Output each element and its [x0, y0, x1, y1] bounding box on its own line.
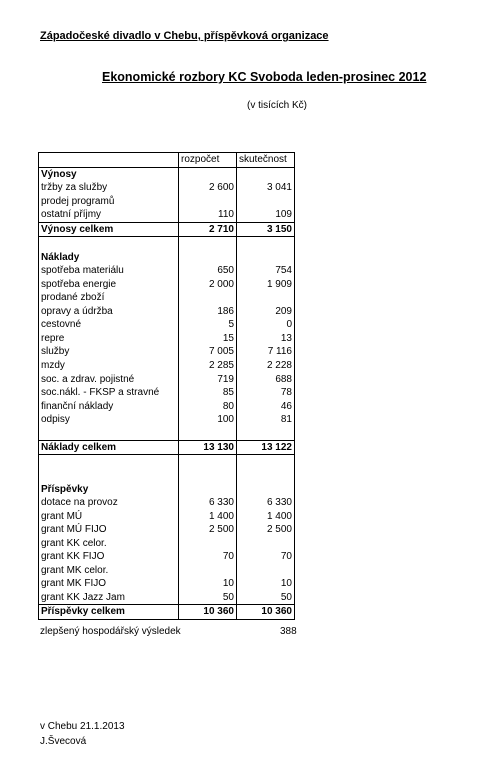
row-actual: [237, 291, 295, 305]
table-row: [39, 605, 295, 620]
row-label: [39, 237, 179, 251]
row-label: opravy a údržba: [39, 305, 179, 319]
table-row: [39, 496, 295, 510]
row-label: mzdy: [39, 359, 179, 373]
table-row: [39, 278, 295, 292]
table-row: [39, 509, 295, 523]
row-budget: 10: [179, 577, 237, 591]
row-actual: 50: [237, 591, 295, 605]
row-budget: 13 130: [179, 440, 237, 455]
row-budget: 650: [179, 264, 237, 278]
table-row: [39, 332, 295, 346]
row-budget: [179, 167, 237, 181]
row-label: Náklady celkem: [39, 440, 179, 455]
row-label: grant MÚ: [39, 509, 179, 523]
table-row: [39, 591, 295, 605]
table-row: [39, 550, 295, 564]
header-actual: skutečnost: [237, 153, 295, 168]
row-label: grant MK FIJO: [39, 577, 179, 591]
row-budget: 7 005: [179, 345, 237, 359]
row-actual: 2 500: [237, 523, 295, 537]
table-row: [39, 181, 295, 195]
table-row: [39, 399, 295, 413]
row-actual: 1 909: [237, 278, 295, 292]
table-row: [39, 426, 295, 440]
units-note: (v tisících Kč): [247, 100, 308, 111]
row-budget: [179, 291, 237, 305]
row-actual: [237, 469, 295, 483]
row-label: služby: [39, 345, 179, 359]
table-row: [39, 413, 295, 427]
row-actual: 13: [237, 332, 295, 346]
row-label: grant MÚ FIJO: [39, 523, 179, 537]
row-label: cestovné: [39, 318, 179, 332]
result-label: zlepšený hospodářský výsledek: [40, 626, 181, 637]
table-row: [39, 222, 295, 237]
row-budget: [179, 469, 237, 483]
row-label: repre: [39, 332, 179, 346]
row-label: [39, 426, 179, 440]
row-actual: [237, 237, 295, 251]
table-row: [39, 208, 295, 222]
table-row: [39, 523, 295, 537]
row-budget: [179, 195, 237, 209]
row-label: Náklady: [39, 251, 179, 265]
row-actual: 6 330: [237, 496, 295, 510]
table-row: [39, 440, 295, 455]
row-budget: 70: [179, 550, 237, 564]
row-actual: 109: [237, 208, 295, 222]
row-label: prodej programů: [39, 195, 179, 209]
table-row: [39, 251, 295, 265]
row-actual: 2 228: [237, 359, 295, 373]
author-name: J.Švecová: [40, 736, 87, 747]
row-budget: 2 710: [179, 222, 237, 237]
row-actual: 0: [237, 318, 295, 332]
row-label: soc. a zdrav. pojistné: [39, 372, 179, 386]
row-actual: 209: [237, 305, 295, 319]
table-row: [39, 195, 295, 209]
row-label: prodané zboží: [39, 291, 179, 305]
row-actual: [237, 195, 295, 209]
row-label: finanční náklady: [39, 399, 179, 413]
row-label: grant KK celor.: [39, 536, 179, 550]
place-date: v Chebu 21.1.2013: [40, 721, 125, 732]
row-actual: 688: [237, 372, 295, 386]
table-row: [39, 167, 295, 181]
table-row: [39, 469, 295, 483]
row-budget: 5: [179, 318, 237, 332]
row-actual: [237, 426, 295, 440]
row-actual: 78: [237, 386, 295, 400]
row-budget: [179, 237, 237, 251]
header-budget: rozpočet: [179, 153, 237, 168]
row-actual: [237, 167, 295, 181]
row-label: soc.nákl. - FKSP a stravné: [39, 386, 179, 400]
table-row: [39, 264, 295, 278]
table-row: [39, 237, 295, 251]
row-actual: 3 150: [237, 222, 295, 237]
row-actual: 10 360: [237, 605, 295, 620]
row-label: [39, 455, 179, 469]
row-actual: [237, 455, 295, 469]
row-budget: 85: [179, 386, 237, 400]
row-label: Příspěvky: [39, 482, 179, 496]
row-budget: [179, 426, 237, 440]
header-label: [39, 153, 179, 168]
row-actual: 754: [237, 264, 295, 278]
row-budget: 6 330: [179, 496, 237, 510]
row-label: Výnosy: [39, 167, 179, 181]
document-title: Ekonomické rozbory KC Svoboda leden-prosinec 2012: [102, 70, 427, 84]
row-actual: 70: [237, 550, 295, 564]
row-label: dotace na provoz: [39, 496, 179, 510]
row-budget: [179, 536, 237, 550]
row-label: Výnosy celkem: [39, 222, 179, 237]
row-budget: [179, 455, 237, 469]
table-row: [39, 482, 295, 496]
row-budget: 2 000: [179, 278, 237, 292]
table-row: [39, 345, 295, 359]
row-budget: 100: [179, 413, 237, 427]
row-actual: 1 400: [237, 509, 295, 523]
table-row: [39, 291, 295, 305]
row-budget: 2 285: [179, 359, 237, 373]
row-budget: 186: [179, 305, 237, 319]
row-budget: 15: [179, 332, 237, 346]
table-row: [39, 455, 295, 469]
row-budget: [179, 563, 237, 577]
row-budget: 1 400: [179, 509, 237, 523]
table-row: [39, 305, 295, 319]
row-budget: 110: [179, 208, 237, 222]
row-budget: 80: [179, 399, 237, 413]
row-budget: 2 500: [179, 523, 237, 537]
row-budget: 2 600: [179, 181, 237, 195]
row-actual: 7 116: [237, 345, 295, 359]
organization-name: Západočeské divadlo v Chebu, příspěvková organizace: [40, 30, 329, 42]
row-label: ostatní příjmy: [39, 208, 179, 222]
row-label: spotřeba energie: [39, 278, 179, 292]
row-actual: [237, 482, 295, 496]
row-actual: 81: [237, 413, 295, 427]
row-label: [39, 469, 179, 483]
table-row: [39, 372, 295, 386]
table-row: [39, 318, 295, 332]
row-actual: 13 122: [237, 440, 295, 455]
table-row: [39, 386, 295, 400]
row-budget: 50: [179, 591, 237, 605]
row-label: grant KK FIJO: [39, 550, 179, 564]
budget-table: [38, 152, 295, 620]
row-budget: 719: [179, 372, 237, 386]
row-label: odpisy: [39, 413, 179, 427]
row-budget: 10 360: [179, 605, 237, 620]
row-label: grant MK celor.: [39, 563, 179, 577]
row-label: tržby za služby: [39, 181, 179, 195]
table-row: [39, 563, 295, 577]
row-actual: [237, 536, 295, 550]
row-actual: [237, 563, 295, 577]
row-budget: [179, 251, 237, 265]
row-actual: 3 041: [237, 181, 295, 195]
row-actual: 10: [237, 577, 295, 591]
row-actual: [237, 251, 295, 265]
table-row: [39, 536, 295, 550]
row-label: grant KK Jazz Jam: [39, 591, 179, 605]
table-row: [39, 359, 295, 373]
table-header-row: [39, 153, 295, 168]
row-label: spotřeba materiálu: [39, 264, 179, 278]
row-actual: 46: [237, 399, 295, 413]
row-budget: [179, 482, 237, 496]
result-value: 388: [280, 626, 297, 637]
row-label: Příspěvky celkem: [39, 605, 179, 620]
table-row: [39, 577, 295, 591]
